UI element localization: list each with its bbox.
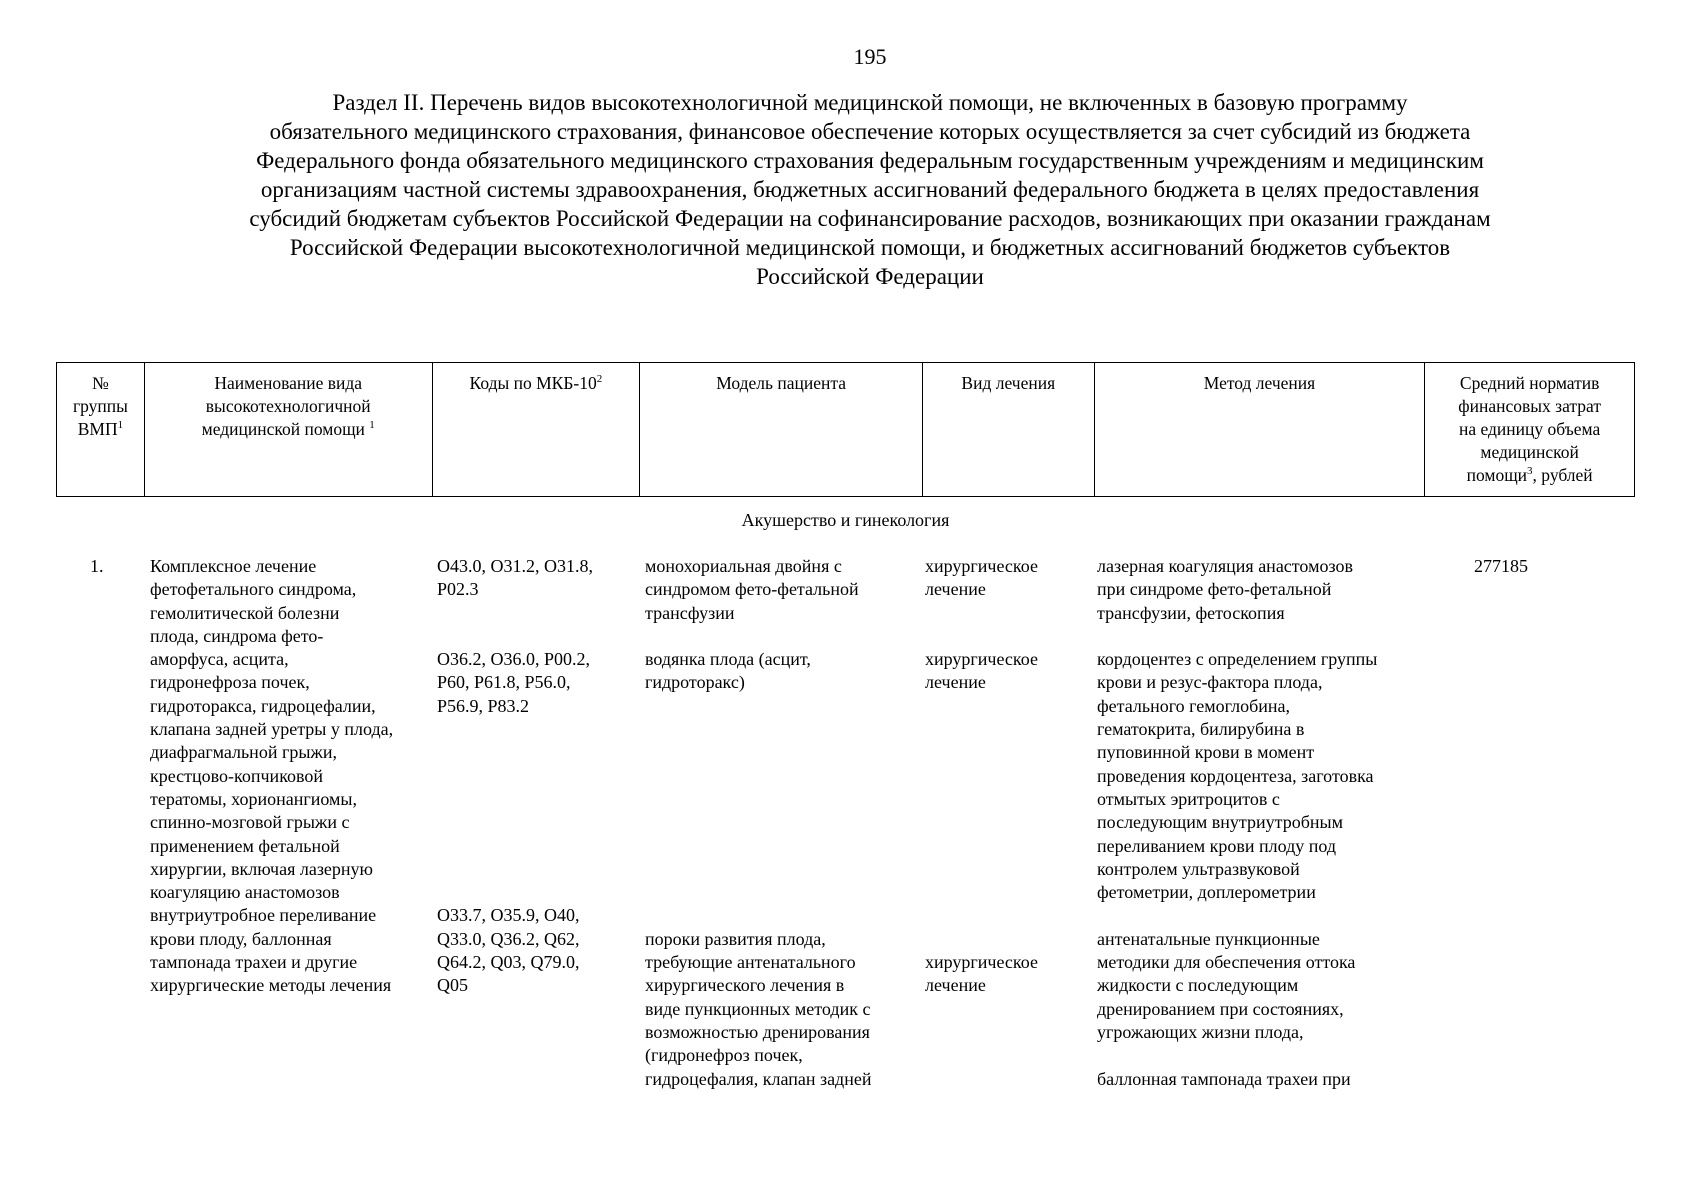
- row-treatment-type: хирургическое лечение хирургическое лечение хирургическое лечение: [925, 556, 1038, 996]
- section-heading: Акушерство и гинекология: [741, 510, 950, 530]
- header-name: Наименование вида высокотехнологичной медицинской помощи $^1$: [145, 363, 433, 496]
- title-line-5: субсидий бюджетам субъектов Российской Федерации на софинансирование расходов, возникающих при оказании гражданам: [249, 206, 1491, 231]
- row-cost: 277185: [1474, 556, 1528, 576]
- header-icd-codes: Коды по МКБ-$10^2$: [433, 363, 641, 496]
- section-title: [150, 88, 1590, 291]
- title-line-2: обязательного медицинского страхования, финансовое обеспечение которых осуществляется за счет субсидий из бюджета: [269, 119, 1471, 144]
- row-number: 1.: [90, 556, 104, 576]
- title-line-7: Российской Федерации: [756, 264, 984, 289]
- table-header: [56, 362, 1635, 497]
- title-line-1: Раздел II. Перечень видов высокотехнологичной медицинской помощи, не включенных в базовую программу: [332, 90, 1408, 115]
- row-icd-codes: O43.0, O31.2, O31.8, P02.3 O36.2, O36.0, P00.2, P60, P61.8, P56.0, P56.9, P83.2 O33.7, O35.9, O40, Q33.0, Q36.2, Q62, Q64.2, Q03, Q79.0, Q05: [437, 556, 593, 996]
- row-name: Комплексное лечение фетофетального синдрома, гемолитической болезни плода, синдрома фето- аморфуса, асцита, гидронефроза почек, гидроторакса, гидроцефалии, клапана задней уретры у плода, диафрагмальной грыжи, крестцово-копчиковой тератомы, хорионангиомы, спинно-мозговой грыжи с применением фетальной хирургии, включая лазерную коагуляцию анастомозов внутриутробное переливание крови плоду, баллонная тампонада трахеи и другие хирургические методы лечения: [150, 556, 394, 996]
- header-group-no: № группы ВМП$^1$: [57, 363, 145, 496]
- header-cost: Средний норматив финансовых затрат на единицу объема медицинской помощи$^3$, рублей: [1458, 373, 1601, 485]
- title-line-6: Российской Федерации высокотехнологичной медицинской помощи, и бюджетных ассигнований бюджетов субъектов: [289, 235, 1451, 260]
- page-number: 195: [853, 44, 887, 69]
- row-method: лазерная коагуляция анастомозов при синдроме фето-фетальной трансфузии, фетоскопия кордоцентез с определением группы крови и резус-фактора плода, фетального гемоглобина, гематокрита, билирубина в пуповинной крови в момент проведения кордоцентеза, заготовка отмытых эритроцитов с последующим внутриутробным переливанием крови плоду под контролем ультразвуковой фетометрии, доплерометрии антенатальные пункционные методики для обеспечения оттока жидкости с последующим дренированием при состояниях, угрожающих жизни плода, баллонная тампонада трахеи при: [1097, 556, 1378, 1089]
- header-method: Метод лечения: [1095, 363, 1426, 496]
- title-line-3: Федерального фонда обязательного медицинского страхования федеральным государственным учреждениям и медицинским: [256, 148, 1484, 173]
- header-treatment-type: Вид лечения: [923, 363, 1095, 496]
- header-patient-model: Модель пациента: [640, 363, 923, 496]
- title-line-4: организациям частной системы здравоохранения, бюджетных ассигнований федерального бюджета в целях предоставления: [260, 177, 1480, 202]
- row-patient-model: монохориальная двойня с синдромом фето-фетальной трансфузии водянка плода (асцит, гидроторакс) пороки развития плода, требующие антенатального хирургического лечения в виде пункционных методик с возможностью дренирования (гидронефроз почек, гидроцефалия, клапан задней: [645, 556, 872, 1089]
